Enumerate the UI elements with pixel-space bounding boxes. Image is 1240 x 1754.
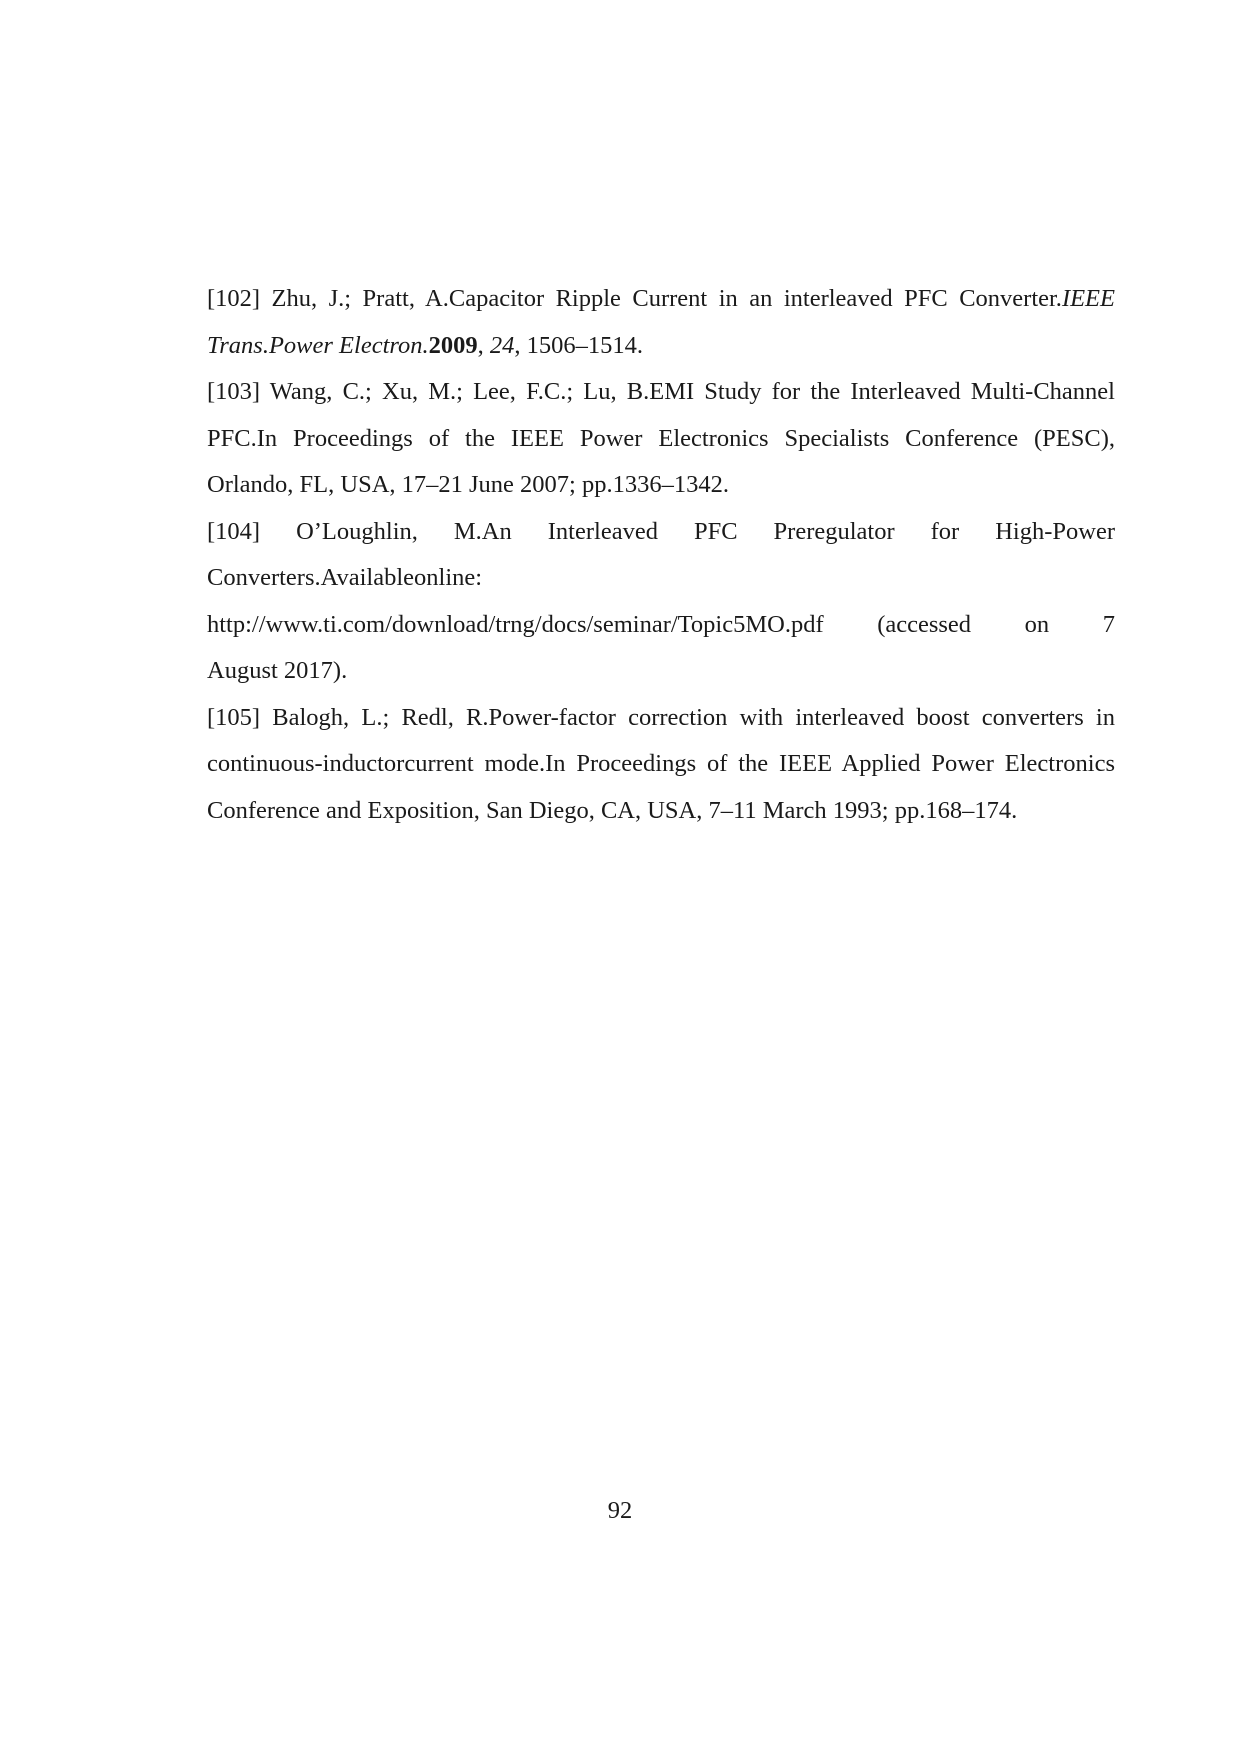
reference-104-tail: August 2017). bbox=[207, 657, 348, 684]
reference-103: [103] Wang, C.; Xu, M.; Lee, F.C.; Lu, B.EMI Study for the Interleaved Multi-Channel PFC.In Proceedings of the IEEE Power Electronics Specialists Conference (PESC), Orlando, FL, USA, 17–21 June 2007; pp.1336–1342. bbox=[207, 378, 1115, 498]
reference-102-pages: , 1506–1514. bbox=[514, 331, 644, 359]
reference-102-separator: , bbox=[477, 331, 490, 359]
reference-102-year: 2009 bbox=[428, 331, 478, 359]
reference-102 bbox=[207, 276, 1115, 369]
reference-list bbox=[207, 276, 1115, 834]
reference-102-volume: 24 bbox=[489, 331, 515, 359]
reference-105: [105] Balogh, L.; Redl, R.Power-factor correction with interleaved boost converters in continuous-inductorcurrent mode.In Proceedings of the IEEE Applied Power Electronics Conference and Exposition, San Diego, CA, USA, 7–11 March 1993; pp.168–174. bbox=[207, 703, 1115, 824]
reference-102-text: [102] Zhu, J.; Pratt, A.Capacitor Ripple Current in an interleaved PFC Converter. bbox=[207, 285, 1062, 312]
reference-104: [104] O’Loughlin, M.An Interleaved PFC Preregulator for High-Power Converters.Availableonline: bbox=[207, 517, 1115, 591]
reference-102-journal: IEEE Trans.Power Electron. bbox=[207, 285, 1115, 359]
reference-104-url-line: http://www.ti.com/download/trng/docs/seminar/Topic5MO.pdf (accessed on 7 bbox=[207, 610, 1115, 638]
page-number: 92 bbox=[607, 1497, 633, 1524]
